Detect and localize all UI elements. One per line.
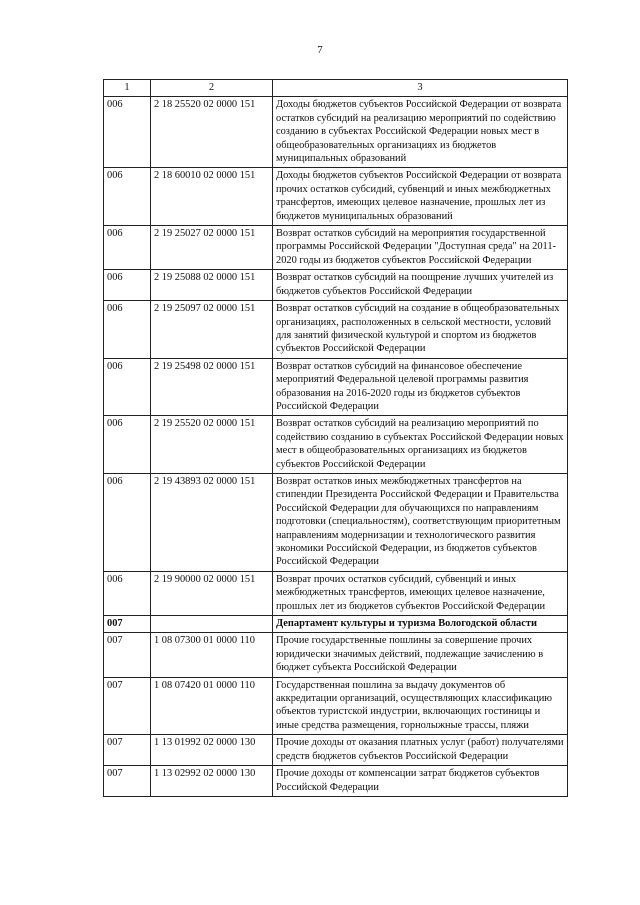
budget-code-cell: 1 13 01992 02 0000 130 bbox=[151, 735, 273, 766]
table-row bbox=[104, 473, 568, 571]
admin-code-cell: 007 bbox=[104, 616, 151, 633]
admin-code-cell: 006 bbox=[104, 571, 151, 615]
header-col-2: 2 bbox=[151, 80, 273, 97]
budget-code-cell: 2 19 90000 02 0000 151 bbox=[151, 571, 273, 615]
header-col-3: 3 bbox=[273, 80, 568, 97]
budget-code-cell: 2 19 43893 02 0000 151 bbox=[151, 473, 273, 571]
budget-code-cell: 2 19 25027 02 0000 151 bbox=[151, 226, 273, 270]
table-row bbox=[104, 97, 568, 168]
table-row bbox=[104, 766, 568, 797]
budget-code-cell: 1 13 02992 02 0000 130 bbox=[151, 766, 273, 797]
table-row bbox=[104, 416, 568, 474]
budget-code-cell: 2 18 60010 02 0000 151 bbox=[151, 168, 273, 226]
table-row bbox=[104, 226, 568, 270]
table-row bbox=[104, 270, 568, 301]
admin-code-cell: 006 bbox=[104, 97, 151, 168]
description-cell: Возврат остатков субсидий на мероприятия государственной программы Российской Федерации "Доступная среда" на 2011-2020 годы из бюджетов субъектов Российской Федерации bbox=[273, 226, 568, 270]
description-cell: Департамент культуры и туризма Вологодской области bbox=[273, 616, 568, 633]
budget-code-cell: 2 19 25520 02 0000 151 bbox=[151, 416, 273, 474]
table-row bbox=[104, 168, 568, 226]
section-header-row bbox=[104, 616, 568, 633]
description-cell: Доходы бюджетов субъектов Российской Федерации от возврата остатков субсидий на реализацию мероприятий по содействию созданию в субъектах Российской Федерации новых мест в общеобразовательных организациях из бюджетов муниципальных образований bbox=[273, 97, 568, 168]
description-cell: Возврат остатков субсидий на финансовое обеспечение мероприятий Федеральной целевой программы развития образования на 2016-2020 годы из бюджетов субъектов Российской Федерации bbox=[273, 358, 568, 416]
admin-code-cell: 007 bbox=[104, 633, 151, 677]
table-row bbox=[104, 677, 568, 735]
admin-code-cell: 006 bbox=[104, 270, 151, 301]
description-cell: Прочие доходы от компенсации затрат бюджетов субъектов Российской Федерации bbox=[273, 766, 568, 797]
description-cell: Прочие государственные пошлины за совершение прочих юридически значимых действий, подлежащие зачислению в бюджет субъекта Российской Федерации bbox=[273, 633, 568, 677]
budget-code-cell: 2 19 25097 02 0000 151 bbox=[151, 301, 273, 359]
description-cell: Возврат прочих остатков субсидий, субвенций и иных межбюджетных трансфертов, имеющих целевое назначение, прошлых лет из бюджетов субъектов Российской Федерации bbox=[273, 571, 568, 615]
revenue-codes-table bbox=[103, 79, 568, 797]
table-row bbox=[104, 571, 568, 615]
admin-code-cell: 006 bbox=[104, 168, 151, 226]
admin-code-cell: 006 bbox=[104, 473, 151, 571]
description-cell: Возврат остатков субсидий на реализацию мероприятий по содействию созданию в субъектах Российской Федерации новых мест в общеобразовательных организациях из бюджетов субъектов Российской Федерации bbox=[273, 416, 568, 474]
table-row bbox=[104, 301, 568, 359]
description-cell: Возврат остатков субсидий на поощрение лучших учителей из бюджетов субъектов Российской Федерации bbox=[273, 270, 568, 301]
table-header-row bbox=[104, 80, 568, 97]
budget-code-cell: 1 08 07300 01 0000 110 bbox=[151, 633, 273, 677]
admin-code-cell: 006 bbox=[104, 226, 151, 270]
budget-code-cell: 2 19 25498 02 0000 151 bbox=[151, 358, 273, 416]
description-cell: Возврат остатков субсидий на создание в общеобразовательных организациях, расположенных в сельской местности, условий для занятий физической культурой и спортом из бюджетов субъектов Российской Федерации bbox=[273, 301, 568, 359]
table-row bbox=[104, 735, 568, 766]
table-row bbox=[104, 633, 568, 677]
header-col-1: 1 bbox=[104, 80, 151, 97]
admin-code-cell: 006 bbox=[104, 301, 151, 359]
admin-code-cell: 007 bbox=[104, 766, 151, 797]
budget-code-cell: 1 08 07420 01 0000 110 bbox=[151, 677, 273, 735]
description-cell: Государственная пошлина за выдачу документов об аккредитации организаций, осуществляющих классификацию объектов туристской индустрии, включающих гостиницы и иные средства размещения, горнолыжные трассы, пляжи bbox=[273, 677, 568, 735]
admin-code-cell: 006 bbox=[104, 358, 151, 416]
budget-code-cell bbox=[151, 616, 273, 633]
budget-code-cell: 2 19 25088 02 0000 151 bbox=[151, 270, 273, 301]
table-row bbox=[104, 358, 568, 416]
table-body bbox=[104, 97, 568, 797]
budget-code-cell: 2 18 25520 02 0000 151 bbox=[151, 97, 273, 168]
admin-code-cell: 007 bbox=[104, 735, 151, 766]
description-cell: Прочие доходы от оказания платных услуг (работ) получателями средств бюджетов субъектов Российской Федерации bbox=[273, 735, 568, 766]
admin-code-cell: 007 bbox=[104, 677, 151, 735]
description-cell: Доходы бюджетов субъектов Российской Федерации от возврата прочих остатков субсидий, субвенций и иных межбюджетных трансфертов, имеющих целевое назначение, прошлых лет из бюджетов муниципальных образований bbox=[273, 168, 568, 226]
description-cell: Возврат остатков иных межбюджетных трансфертов на стипендии Президента Российской Федерации и Правительства Российской Федерации для обучающихся по направлениям подготовки (специальностям), соответствующим приоритетным направлениям модернизации и технологического развития экономики Российской Федерации, из бюджетов субъектов Российской Федерации bbox=[273, 473, 568, 571]
admin-code-cell: 006 bbox=[104, 416, 151, 474]
page-number: 7 bbox=[317, 44, 323, 56]
